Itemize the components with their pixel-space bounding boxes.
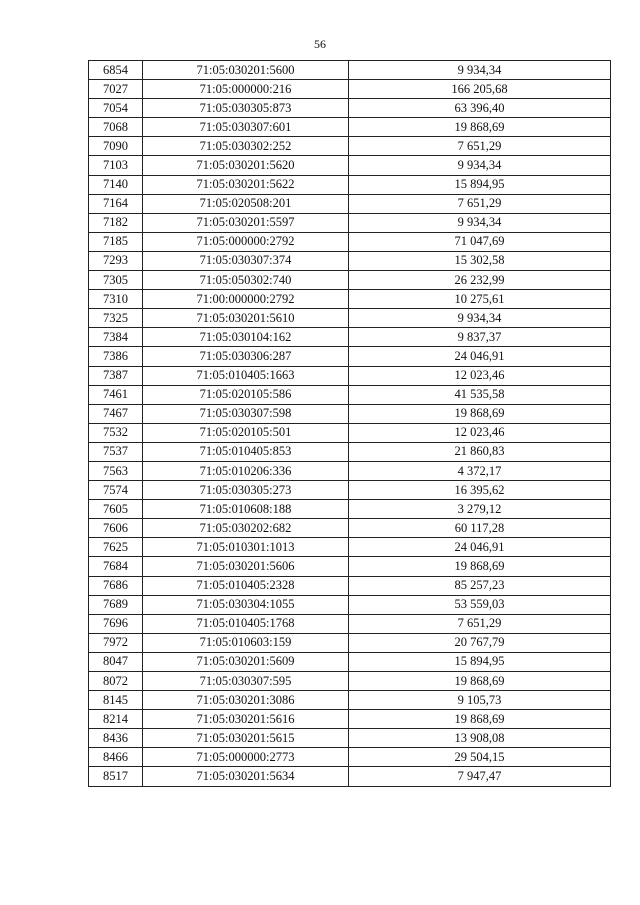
table-row xyxy=(89,80,611,99)
row-number-cell: 7605 xyxy=(89,500,143,519)
amount-cell: 9 105,73 xyxy=(349,691,611,710)
amount-cell: 63 396,40 xyxy=(349,99,611,118)
cadastral-number-cell: 71:05:030307:601 xyxy=(143,118,349,137)
page-number: 56 xyxy=(314,37,326,51)
row-number-cell: 7090 xyxy=(89,137,143,156)
cadastral-number-cell: 71:05:010206:336 xyxy=(143,461,349,480)
table-row xyxy=(89,194,611,213)
amount-cell: 19 868,69 xyxy=(349,118,611,137)
amount-cell: 19 868,69 xyxy=(349,710,611,729)
table-row xyxy=(89,461,611,480)
cadastral-number-cell: 71:05:010405:2328 xyxy=(143,576,349,595)
amount-cell: 3 279,12 xyxy=(349,500,611,519)
cadastral-number-cell: 71:05:020105:501 xyxy=(143,423,349,442)
cadastral-number-cell: 71:05:030104:162 xyxy=(143,328,349,347)
row-number-cell: 7386 xyxy=(89,347,143,366)
row-number-cell: 7696 xyxy=(89,614,143,633)
row-number-cell: 7310 xyxy=(89,290,143,309)
table-row xyxy=(89,691,611,710)
row-number-cell: 7185 xyxy=(89,232,143,251)
cadastral-number-cell: 71:05:010405:1663 xyxy=(143,366,349,385)
cadastral-number-cell: 71:05:010405:1768 xyxy=(143,614,349,633)
amount-cell: 60 117,28 xyxy=(349,519,611,538)
row-number-cell: 8145 xyxy=(89,691,143,710)
cadastral-number-cell: 71:05:030201:5616 xyxy=(143,710,349,729)
amount-cell: 9 934,34 xyxy=(349,309,611,328)
data-table xyxy=(88,60,611,787)
row-number-cell: 7563 xyxy=(89,461,143,480)
amount-cell: 9 934,34 xyxy=(349,156,611,175)
cadastral-number-cell: 71:05:030304:1055 xyxy=(143,595,349,614)
row-number-cell: 7689 xyxy=(89,595,143,614)
table-row xyxy=(89,576,611,595)
amount-cell: 9 934,34 xyxy=(349,61,611,80)
row-number-cell: 7164 xyxy=(89,194,143,213)
cadastral-number-cell: 71:05:030202:682 xyxy=(143,519,349,538)
amount-cell: 19 868,69 xyxy=(349,404,611,423)
cadastral-number-cell: 71:05:030201:5634 xyxy=(143,767,349,786)
table-row xyxy=(89,652,611,671)
cadastral-number-cell: 71:05:030305:873 xyxy=(143,99,349,118)
row-number-cell: 7684 xyxy=(89,557,143,576)
cadastral-number-cell: 71:05:030201:3086 xyxy=(143,691,349,710)
table-row xyxy=(89,672,611,691)
amount-cell: 15 894,95 xyxy=(349,652,611,671)
amount-cell: 26 232,99 xyxy=(349,271,611,290)
cadastral-number-cell: 71:05:030201:5610 xyxy=(143,309,349,328)
cadastral-number-cell: 71:05:030201:5600 xyxy=(143,61,349,80)
amount-cell: 19 868,69 xyxy=(349,672,611,691)
cadastral-number-cell: 71:05:030305:273 xyxy=(143,481,349,500)
table-row xyxy=(89,232,611,251)
cadastral-number-cell: 71:05:020105:586 xyxy=(143,385,349,404)
table-row xyxy=(89,61,611,80)
table-row xyxy=(89,290,611,309)
table-row xyxy=(89,213,611,232)
cadastral-number-cell: 71:05:010301:1013 xyxy=(143,538,349,557)
row-number-cell: 7467 xyxy=(89,404,143,423)
amount-cell: 4 372,17 xyxy=(349,461,611,480)
row-number-cell: 7461 xyxy=(89,385,143,404)
row-number-cell: 8517 xyxy=(89,767,143,786)
amount-cell: 7 651,29 xyxy=(349,137,611,156)
amount-cell: 16 395,62 xyxy=(349,481,611,500)
table-row xyxy=(89,710,611,729)
table-row xyxy=(89,99,611,118)
amount-cell: 19 868,69 xyxy=(349,557,611,576)
row-number-cell: 6854 xyxy=(89,61,143,80)
cadastral-number-cell: 71:05:010405:853 xyxy=(143,442,349,461)
row-number-cell: 7293 xyxy=(89,251,143,270)
amount-cell: 13 908,08 xyxy=(349,729,611,748)
table-row xyxy=(89,481,611,500)
row-number-cell: 7325 xyxy=(89,309,143,328)
row-number-cell: 7537 xyxy=(89,442,143,461)
cadastral-number-cell: 71:05:010603:159 xyxy=(143,633,349,652)
table-row xyxy=(89,423,611,442)
amount-cell: 24 046,91 xyxy=(349,347,611,366)
cadastral-number-cell: 71:05:030201:5615 xyxy=(143,729,349,748)
table-row xyxy=(89,118,611,137)
table-row xyxy=(89,748,611,767)
row-number-cell: 7140 xyxy=(89,175,143,194)
cadastral-number-cell: 71:05:030201:5609 xyxy=(143,652,349,671)
amount-cell: 29 504,15 xyxy=(349,748,611,767)
table-row xyxy=(89,366,611,385)
amount-cell: 12 023,46 xyxy=(349,366,611,385)
row-number-cell: 7305 xyxy=(89,271,143,290)
cadastral-number-cell: 71:05:010608:188 xyxy=(143,500,349,519)
row-number-cell: 8214 xyxy=(89,710,143,729)
table-row xyxy=(89,137,611,156)
row-number-cell: 8436 xyxy=(89,729,143,748)
table-row xyxy=(89,156,611,175)
table-row xyxy=(89,538,611,557)
row-number-cell: 7574 xyxy=(89,481,143,500)
cadastral-number-cell: 71:05:030302:252 xyxy=(143,137,349,156)
table-row xyxy=(89,175,611,194)
table-row xyxy=(89,442,611,461)
row-number-cell: 7625 xyxy=(89,538,143,557)
table-row xyxy=(89,519,611,538)
amount-cell: 71 047,69 xyxy=(349,232,611,251)
amount-cell: 53 559,03 xyxy=(349,595,611,614)
amount-cell: 15 894,95 xyxy=(349,175,611,194)
cadastral-number-cell: 71:05:030201:5622 xyxy=(143,175,349,194)
amount-cell: 9 837,37 xyxy=(349,328,611,347)
amount-cell: 12 023,46 xyxy=(349,423,611,442)
row-number-cell: 7182 xyxy=(89,213,143,232)
cadastral-number-cell: 71:05:030307:595 xyxy=(143,672,349,691)
amount-cell: 15 302,58 xyxy=(349,251,611,270)
row-number-cell: 8047 xyxy=(89,652,143,671)
cadastral-number-cell: 71:05:030201:5620 xyxy=(143,156,349,175)
row-number-cell: 8072 xyxy=(89,672,143,691)
cadastral-number-cell: 71:05:030201:5597 xyxy=(143,213,349,232)
table-row xyxy=(89,767,611,786)
cadastral-number-cell: 71:05:030201:5606 xyxy=(143,557,349,576)
row-number-cell: 7054 xyxy=(89,99,143,118)
amount-cell: 7 651,29 xyxy=(349,614,611,633)
row-number-cell: 7387 xyxy=(89,366,143,385)
amount-cell: 166 205,68 xyxy=(349,80,611,99)
table-row xyxy=(89,251,611,270)
row-number-cell: 7027 xyxy=(89,80,143,99)
table-row xyxy=(89,385,611,404)
table-row xyxy=(89,729,611,748)
table-row xyxy=(89,500,611,519)
row-number-cell: 7606 xyxy=(89,519,143,538)
cadastral-number-cell: 71:05:000000:216 xyxy=(143,80,349,99)
cadastral-number-cell: 71:05:000000:2792 xyxy=(143,232,349,251)
amount-cell: 7 651,29 xyxy=(349,194,611,213)
amount-cell: 24 046,91 xyxy=(349,538,611,557)
amount-cell: 21 860,83 xyxy=(349,442,611,461)
cadastral-number-cell: 71:05:050302:740 xyxy=(143,271,349,290)
row-number-cell: 7103 xyxy=(89,156,143,175)
row-number-cell: 7972 xyxy=(89,633,143,652)
table-row xyxy=(89,633,611,652)
amount-cell: 9 934,34 xyxy=(349,213,611,232)
table-row xyxy=(89,328,611,347)
cadastral-number-cell: 71:05:030306:287 xyxy=(143,347,349,366)
table-row xyxy=(89,271,611,290)
table-row xyxy=(89,614,611,633)
amount-cell: 85 257,23 xyxy=(349,576,611,595)
cadastral-number-cell: 71:05:000000:2773 xyxy=(143,748,349,767)
cadastral-number-cell: 71:05:030307:598 xyxy=(143,404,349,423)
table-row xyxy=(89,595,611,614)
row-number-cell: 7068 xyxy=(89,118,143,137)
table-row xyxy=(89,557,611,576)
table-row xyxy=(89,404,611,423)
table-body xyxy=(89,61,611,787)
row-number-cell: 8466 xyxy=(89,748,143,767)
amount-cell: 20 767,79 xyxy=(349,633,611,652)
table-row xyxy=(89,309,611,328)
row-number-cell: 7532 xyxy=(89,423,143,442)
table-row xyxy=(89,347,611,366)
cadastral-number-cell: 71:00:000000:2792 xyxy=(143,290,349,309)
amount-cell: 10 275,61 xyxy=(349,290,611,309)
cadastral-number-cell: 71:05:020508:201 xyxy=(143,194,349,213)
row-number-cell: 7384 xyxy=(89,328,143,347)
row-number-cell: 7686 xyxy=(89,576,143,595)
amount-cell: 41 535,58 xyxy=(349,385,611,404)
cadastral-number-cell: 71:05:030307:374 xyxy=(143,251,349,270)
amount-cell: 7 947,47 xyxy=(349,767,611,786)
